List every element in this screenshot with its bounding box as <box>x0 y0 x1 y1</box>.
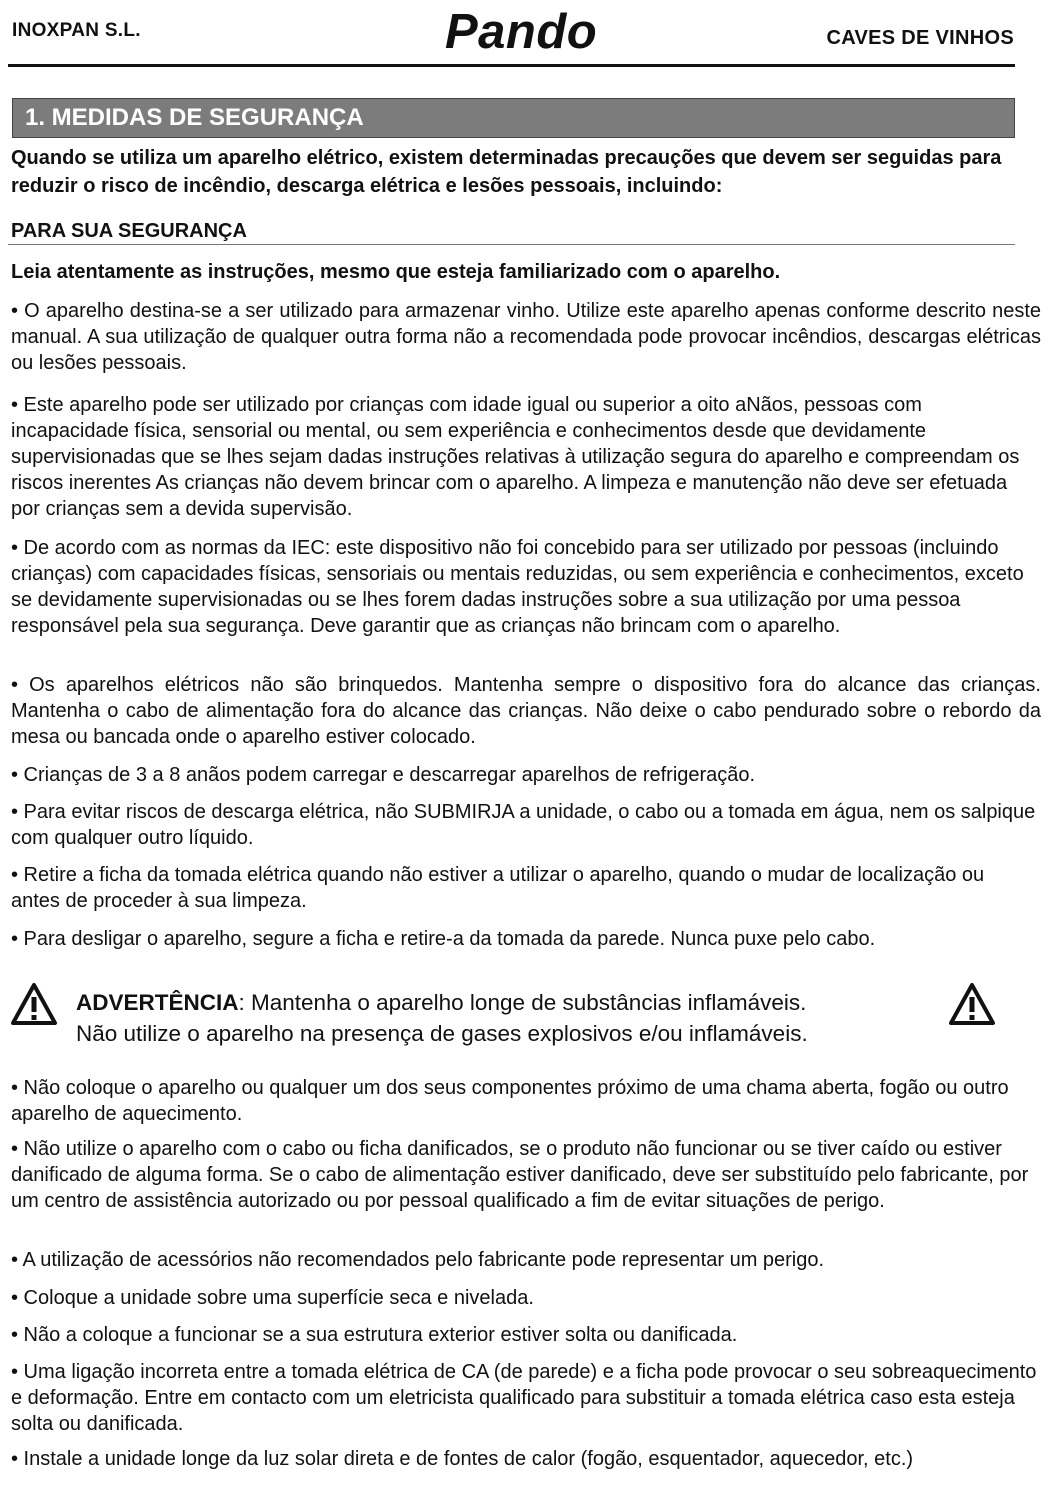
header-divider <box>8 64 1015 67</box>
section-title: 1. MEDIDAS DE SEGURANÇA <box>12 98 1015 138</box>
bullet-paragraph: • Este aparelho pode ser utilizado por crianças com idade igual ou superior a oito aNãos, pessoas com incapacidade física, sensorial ou mental, ou sem experiência e conhecimentos desde que devidamente supervisionadas que se lhes sejam dadas instruções relativas à utilização segura do aparelho e compreendam os riscos inerentes As crianças não devem brincar com o aparelho. A limpeza e manutenção não deve ser efetuada por crianças sem a devida supervisão. <box>11 394 1020 520</box>
page-header <box>0 0 1060 70</box>
bullet-paragraph: • Não utilize o aparelho com o cabo ou ficha danificados, se o produto não funcionar ou se tiver caído ou estiver danificado de alguma forma. Se o cabo de alimentação estiver danificado, deve ser substituído pelo fabricante, por um centro de assistência autorizado ou por pessoal qualificado a fim de evitar situações de perigo. <box>11 1138 1029 1212</box>
bullet-paragraph: • Coloque a unidade sobre uma superfície seca e nivelada. <box>11 1287 534 1309</box>
bullet-paragraph: • Instale a unidade longe da luz solar direta e de fontes de calor (fogão, esquentador, aquecedor, etc.) <box>11 1448 914 1470</box>
warning-line-1 <box>76 987 936 1018</box>
lead-text: Leia atentamente as instruções, mesmo que esteja familiarizado com o aparelho. <box>11 261 781 283</box>
warning-label: ADVERTÊNCIA <box>76 990 239 1015</box>
bullet-paragraph: • Não coloque o aparelho ou qualquer um dos seus componentes próximo de uma chama aberta, fogão ou outro aparelho de aquecimento. <box>11 1077 1009 1125</box>
bullet-paragraph: • Os aparelhos elétricos não são brinquedos. Mantenha sempre o dispositivo fora do alcance das crianças. Mantenha o cabo de alimentação fora do alcance das crianças. Não deixe o cabo pendurado sobre o rebordo da mesa ou bancada onde o aparelho estiver colocado. <box>11 674 1041 748</box>
warning-text-1: : Mantenha o aparelho longe de substâncias inflamáveis. <box>238 990 807 1015</box>
intro-text: Quando se utiliza um aparelho elétrico, existem determinadas precauções que devem ser seguidas para reduzir o risco de incêndio, descarga elétrica e lesões pessoais, incluindo: <box>11 147 1002 197</box>
bullet-paragraph: • Uma ligação incorreta entre a tomada elétrica de CA (de parede) e a ficha pode provocar o seu sobreaquecimento e deformação. Entre em contacto com um eletricista qualificado para substituir a tomada elétrica caso esta esteja solta ou danificada. <box>11 1361 1037 1435</box>
brand-logo: Pando <box>445 5 598 59</box>
document-type: CAVES DE VINHOS <box>826 27 1014 49</box>
subheading-divider <box>8 244 1015 245</box>
bullet-paragraph: • Retire a ficha da tomada elétrica quando não estiver a utilizar o aparelho, quando o mudar de localização ou antes de proceder à sua limpeza. <box>11 864 985 912</box>
bullet-paragraph: • A utilização de acessórios não recomendados pelo fabricante pode representar um perigo. <box>11 1249 825 1271</box>
warning-message <box>76 987 936 1049</box>
bullet-paragraph: • Não a coloque a funcionar se a sua estrutura exterior estiver solta ou danificada. <box>11 1324 738 1346</box>
bullet-paragraph: • De acordo com as normas da IEC: este dispositivo não foi concebido para ser utilizado por pessoas (incluindo crianças) com capacidades físicas, sensoriais ou mentais reduzidas, ou sem experiência e conhecimentos, exceto se devidamente supervisionadas ou se lhes forem dadas instruções sobre a sua utilização por uma pessoa responsável pela sua segurança. Deve garantir que as crianças não brincam com o aparelho. <box>11 537 1024 637</box>
warning-triangle-icon <box>10 982 58 1026</box>
warning-line-2: Não utilize o aparelho na presença de gases explosivos e/ou inflamáveis. <box>76 1021 808 1046</box>
warning-triangle-icon <box>948 982 996 1026</box>
subheading: PARA SUA SEGURANÇA <box>11 220 247 242</box>
bullet-paragraph: • Para desligar o aparelho, segure a ficha e retire-a da tomada da parede. Nunca puxe pelo cabo. <box>11 928 876 950</box>
bullet-paragraph: • Crianças de 3 a 8 anãos podem carregar e descarregar aparelhos de refrigeração. <box>11 764 756 786</box>
bullet-paragraph: • O aparelho destina-se a ser utilizado para armazenar vinho. Utilize este aparelho apenas conforme descrito neste manual. A sua utilização de qualquer outra forma não a recomendada pode provocar incêndios, descargas elétricas ou lesões pessoais. <box>11 300 1041 374</box>
company-name: INOXPAN S.L. <box>12 20 141 41</box>
bullet-paragraph: • Para evitar riscos de descarga elétrica, não SUBMIRJA a unidade, o cabo ou a tomada em água, nem os salpique com qualquer outro líquido. <box>11 801 1036 849</box>
